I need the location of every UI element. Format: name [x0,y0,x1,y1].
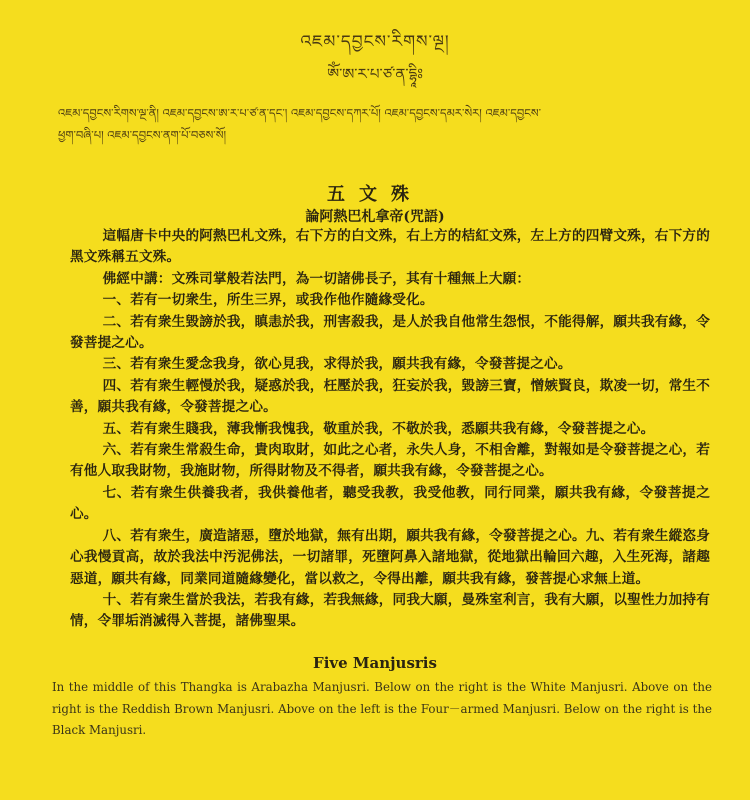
chinese-paragraph: 六、若有衆生常殺生命，貴肉取財，如此之心者，永失人身，不相舍離，對報如是令發菩提之心，若有他人取我財物，我施財物，所得財物及不得者，願共我有緣，令發菩提之心。 [70,442,710,480]
chinese-paragraph: 十、若有衆生當於我法，若我有緣，若我無緣，同我大願，曼殊室利言，我有大願，以聖性力加持有情，令罪垢消滅得入菩提，諸佛聖果。 [70,591,710,630]
chinese-paragraph: 這幅唐卡中央的阿熱巴札文殊，右下方的白文殊，右上方的桔紅文殊，左上方的四臂文殊，右下方的黑文殊稱五文殊。 [70,228,710,266]
tibetan-title: འཇམ་དབྱངས་རིགས་ལྔ། [300,32,450,52]
chinese-subtitle: 論阿熱巴札拿帝(咒語) [305,209,445,225]
english-body: In the middle of this Thangka is Arabazha Manjusri. Below on the right is the White Manjusri. Above on the right is the Reddish Brown Manjusri. Above on the left is the Four－armed Manjusri. Below on the right is the Black Manjusri. [52,680,712,737]
tibetan-mantra: ཨོཾ་ཨ་ར་པ་ཙ་ན་དྷཱིཿ [327,65,423,83]
english-title: Five Manjusris [313,654,437,672]
chinese-body [70,226,710,633]
chinese-paragraph: 佛經中講：文殊司掌般若法門，為一切諸佛長子，其有十種無上大願： [102,270,531,287]
chinese-paragraph: 二、若有衆生毀謗於我，瞋恚於我，刑害殺我，是人於我自他常生怨恨，不能得解，願共我有緣，令發菩提之心。 [70,313,710,352]
chinese-paragraph: 八、若有衆生，廣造諸惡，墮於地獄，無有出期，願共我有緣，令發菩提之心。九、若有衆生縱恣身心我慢貢高，故於我法中汚泥佛法，一切諸罪，死墮阿鼻入諸地獄，從地獄出輪回六趣，入生死海，諸趣惡道，願共有緣，同業同道隨緣變化，當以救之，令得出離，願共我有緣，發菩提心求無上道。 [70,527,710,587]
tibetan-description-line-2: ཕྱག་བཞི་པ། འཇམ་དབྱངས་ནག་པོ་བཅས་སོ། [58,128,227,142]
chinese-paragraph: 七、若有衆生供養我者，我供養他者，聽受我教，我受他教，同行同業，願共我有緣，令發菩提之心。 [70,484,710,523]
chinese-title: 五文殊 [327,184,423,205]
chinese-paragraph: 一、若有一切衆生，所生三界，或我作他作隨緣受化。 [102,292,434,309]
tibetan-description-line-1: འཇམ་དབྱངས་རིགས་ལྔ་ནི། འཇམ་དབྱངས་ཨ་ར་པ་ཙ་ན་དང་། འཇམ་དབྱངས་དཀར་པོ། འཇམ་དབྱངས་དམར་སེར། འཇམ་དབྱངས་ [58,106,542,120]
chinese-paragraph: 三、若有衆生愛念我身，欲心見我，求得於我，願共我有緣，令發菩提之心。 [102,356,572,373]
chinese-paragraph: 四、若有衆生輕慢於我，疑惑於我，枉壓於我，狂妄於我，毀謗三寶，憎嫉賢良，欺凌一切，常生不善，願共我有緣，令發菩提之心。 [70,377,710,416]
chinese-paragraph: 五、若有衆生賤我，薄我慚我愧我，敬重於我，不敬於我，悉願共我有緣，令發菩提之心。 [102,420,655,437]
